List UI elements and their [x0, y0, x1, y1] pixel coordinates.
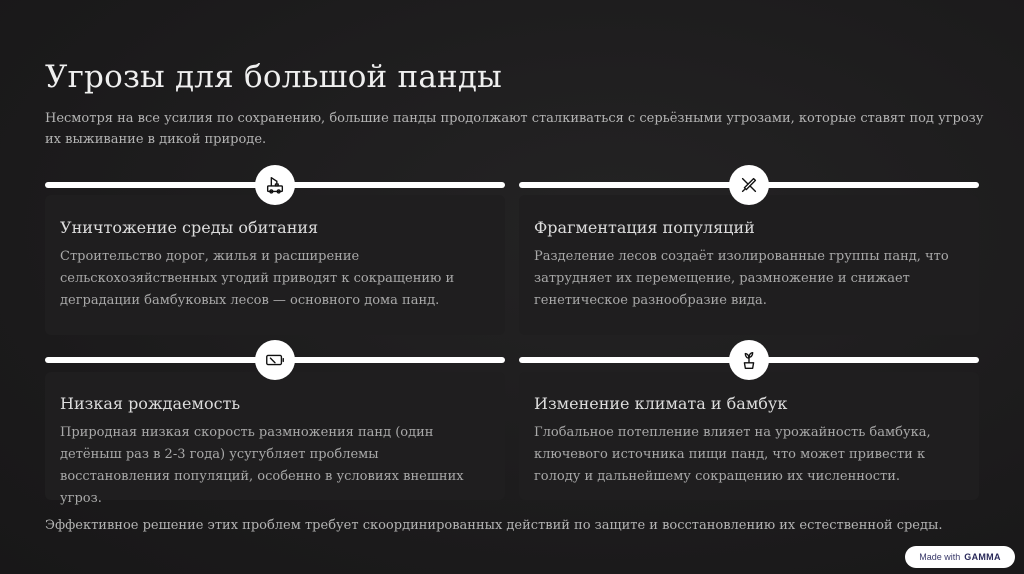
- card-text: Разделение лесов создаёт изолированные группы панд, что затрудняет их перемещение, размножение и снижает генетическое разнообразие вида.: [534, 249, 949, 308]
- card-icon-badge: [255, 165, 295, 205]
- card-text: Строительство дорог, жилья и расширение сельскохозяйственных угодий приводят к сокращению и деградации бамбуковых лесов — основного дома панд.: [60, 249, 455, 308]
- card-title: Уничтожение среды обитания: [60, 218, 319, 237]
- card-icon-badge: [255, 340, 295, 380]
- intro-text: Несмотря на все усилия по сохранению, большие панды продолжают сталкиваться с серьёзными угрозами, которые ставят под угрозу их выживание в дикой природе.: [45, 111, 984, 147]
- card-icon-badge: [729, 340, 769, 380]
- broken-path-icon: [738, 174, 760, 196]
- page-title: Угрозы для большой панды: [45, 58, 503, 95]
- footer-text: Эффективное решение этих проблем требует скоординированных действий по защите и восстановлению их естественной среды.: [45, 518, 943, 533]
- card-title: Изменение климата и бамбук: [534, 394, 788, 413]
- low-battery-icon: [264, 349, 286, 371]
- construction-icon: [264, 174, 286, 196]
- card-title: Низкая рождаемость: [60, 394, 241, 413]
- plant-icon: [738, 349, 760, 371]
- made-with-label: Made with: [919, 552, 961, 562]
- card-text: Глобальное потепление влияет на урожайность бамбука, ключевого источника пищи панд, что может привести к голоду и дальнейшему сокращению их численности.: [534, 425, 931, 484]
- card-title: Фрагментация популяций: [534, 218, 755, 237]
- card-text: Природная низкая скорость размножения панд (один детёныш раз в 2-3 года) усугубляет проблемы восстановления популяций, особенно в условиях внешних угроз.: [60, 425, 464, 506]
- gamma-logo: GAMMA: [964, 552, 1001, 562]
- card-icon-badge: [729, 165, 769, 205]
- made-with-badge[interactable]: [905, 546, 1015, 568]
